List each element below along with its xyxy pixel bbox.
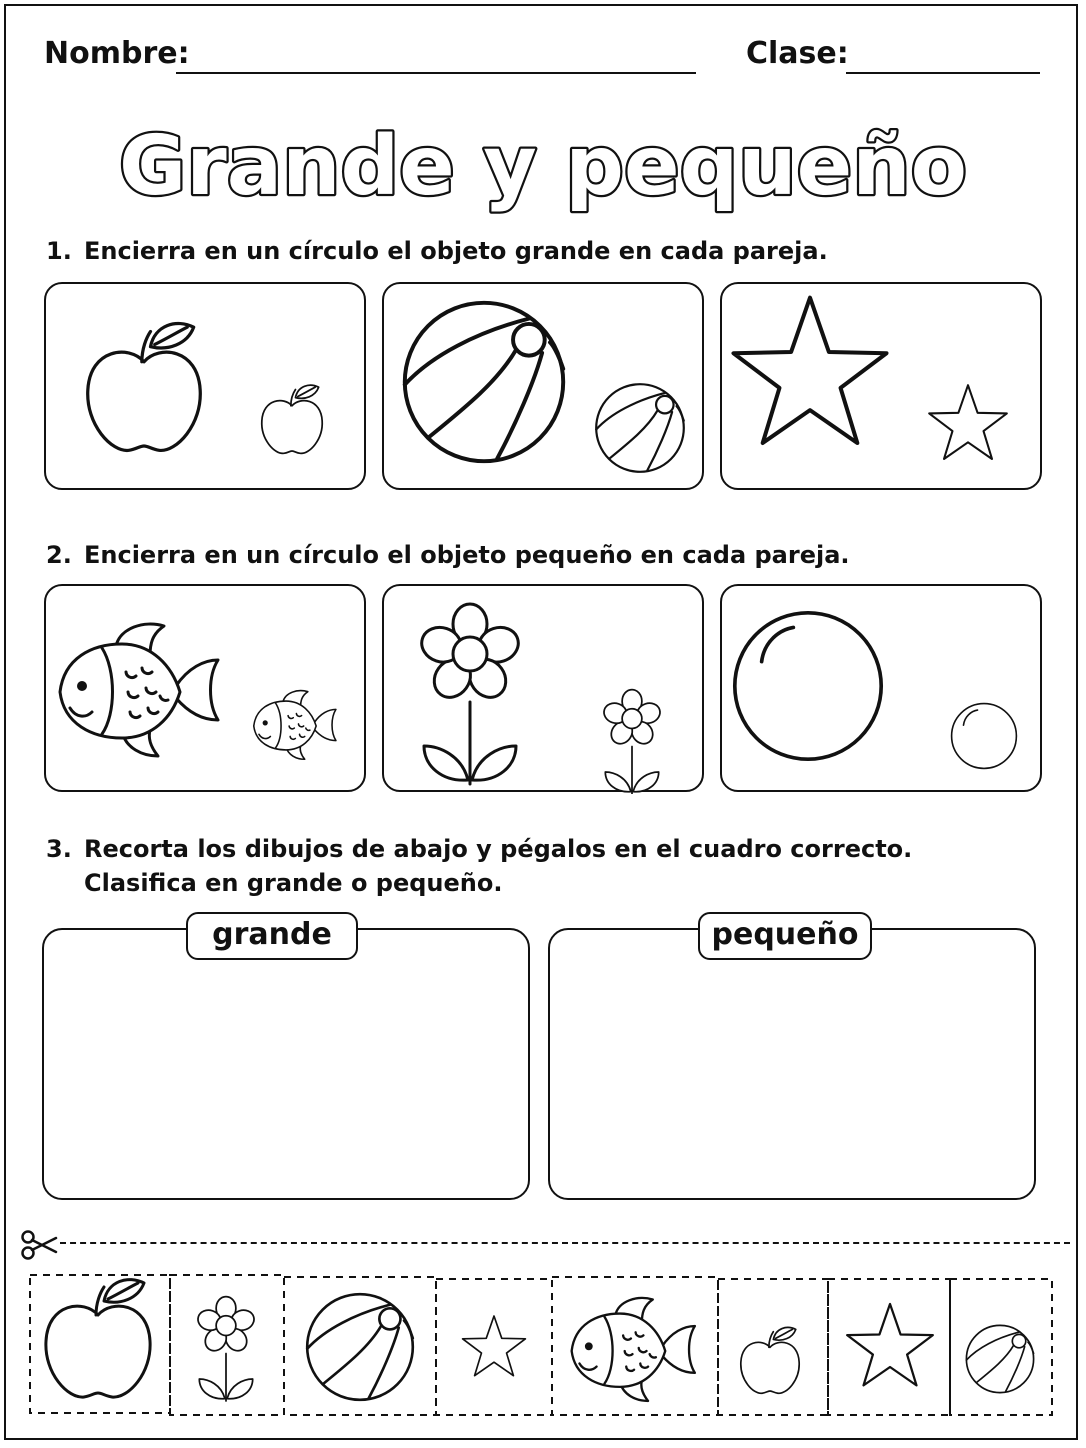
question-3-text-2: Clasifica en grande o pequeño. xyxy=(84,869,503,897)
flower-big-icon[interactable] xyxy=(417,604,523,784)
cutout-apple-big-icon[interactable] xyxy=(46,1280,150,1398)
question-2-text: Encierra en un círculo el objeto pequeño en cada pareja. xyxy=(84,541,850,569)
bubble-small-icon[interactable] xyxy=(952,704,1017,769)
bubble-big-icon[interactable] xyxy=(735,613,881,759)
cutout-apple-small-icon[interactable] xyxy=(741,1327,799,1393)
sort-box-big[interactable] xyxy=(42,928,530,1200)
sort-box-big-label: grande xyxy=(186,912,358,960)
apple-big-icon[interactable] xyxy=(88,323,201,450)
cutout-star-small-icon[interactable] xyxy=(463,1316,526,1376)
sort-box-small[interactable] xyxy=(548,928,1036,1200)
pair-bubble[interactable] xyxy=(720,584,1042,792)
cutout-star-big-icon[interactable] xyxy=(847,1304,933,1385)
title-text: Grande y pequeño xyxy=(118,119,968,214)
class-label: Clase: xyxy=(746,36,849,71)
cutout-strip xyxy=(0,1225,1086,1425)
question-3-number: 3. xyxy=(46,835,72,863)
cutout-fish-big-icon[interactable] xyxy=(572,1298,695,1401)
question-3-text: Recorta los dibujos de abajo y pégalos en el cuadro correcto. xyxy=(84,835,913,863)
apple-small-icon[interactable] xyxy=(262,385,322,453)
star-big-icon[interactable] xyxy=(733,298,886,443)
question-1 xyxy=(46,234,1046,268)
question-3 xyxy=(46,832,1046,902)
pair-apple[interactable] xyxy=(44,282,366,490)
name-label: Nombre: xyxy=(44,36,190,71)
fish-big-icon[interactable] xyxy=(60,624,218,756)
cutout-beach-ball-small-icon[interactable] xyxy=(966,1325,1033,1392)
page-title xyxy=(6,102,1080,237)
class-field-line[interactable] xyxy=(846,72,1040,74)
cutout-beach-ball-big-icon[interactable] xyxy=(307,1294,413,1400)
beach-ball-big-icon[interactable] xyxy=(405,303,563,461)
name-field-line[interactable] xyxy=(176,72,696,74)
pair-fish[interactable] xyxy=(44,584,366,792)
pair-beach-ball[interactable] xyxy=(382,282,704,490)
beach-ball-small-icon[interactable] xyxy=(596,384,684,472)
question-2 xyxy=(46,538,1046,572)
cutout-flower-small-icon[interactable] xyxy=(195,1297,256,1401)
question-1-text: Encierra en un círculo el objeto grande en cada pareja. xyxy=(84,237,828,265)
flower-small-icon[interactable] xyxy=(601,690,662,794)
star-small-icon[interactable] xyxy=(929,385,1007,459)
sort-box-small-label: pequeño xyxy=(698,912,872,960)
fish-small-icon[interactable] xyxy=(254,691,336,760)
pair-flower[interactable] xyxy=(382,584,704,792)
question-1-number: 1. xyxy=(46,237,72,265)
pair-star[interactable] xyxy=(720,282,1042,490)
question-2-number: 2. xyxy=(46,541,72,569)
